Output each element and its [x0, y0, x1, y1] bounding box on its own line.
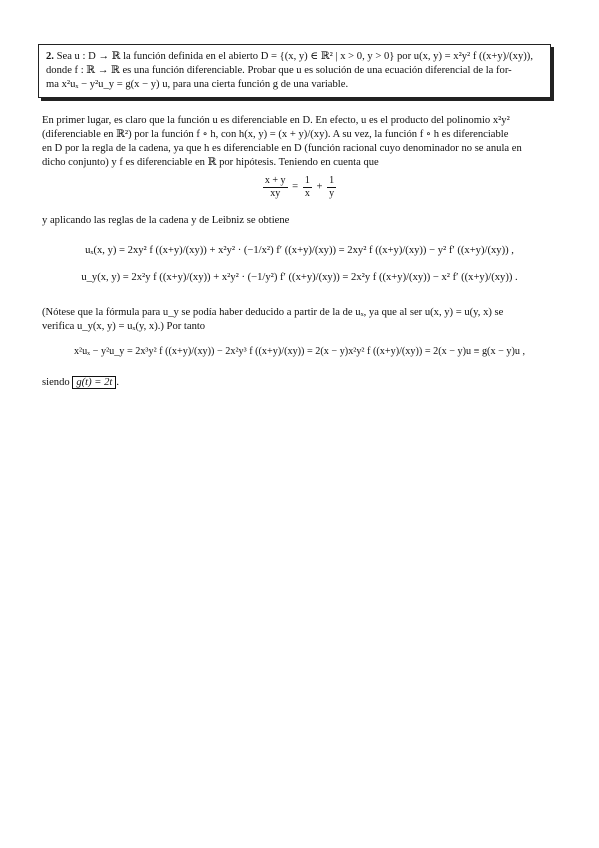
identity-lhs-fraction: $\frac{x + y}{xy}$ — [264, 175, 286, 199]
identity-rhs-fraction-b: $\frac{1}{y}$ — [329, 175, 335, 199]
solution-paragraph-1-line-1: En primer lugar, es claro que la función u es diferenciable en D. En efecto, u es el producto del polinomio x²y² — [42, 115, 510, 126]
problem-line-3: ma x²uₓ − y²u_y = g(x − y) u, para una cierta función g de una variable. — [46, 78, 349, 90]
problem-line-2: donde f : ℝ → ℝ es una función diferenciable. Probar que u es solución de una ecuación diferencial de la for- — [46, 64, 512, 76]
problem-number: 2. — [46, 51, 54, 62]
note-line-2: verifica u_y(x, y) = uₓ(y, x).) Por tanto — [42, 321, 206, 332]
equation-ux: uₓ(x, y) = 2xy² f ((x+y)/(xy)) + x²y² · (−1/x²) f′ ((x+y)/(xy)) = 2xy² f ((x+y)/(xy)) − y² f′ ((x+y)/(xy)) , — [85, 245, 514, 256]
solution-paragraph-2: y aplicando las reglas de la cadena y de Leibniz se obtiene — [42, 215, 290, 226]
problem-statement-box — [38, 44, 551, 98]
equation-uy: u_y(x, y) = 2x²y f ((x+y)/(xy)) + x²y² · (−1/y²) f′ ((x+y)/(xy)) = 2x²y f ((x+y)/(xy)) − x² f′ ((x+y)/(xy)) . — [81, 272, 518, 283]
solution-paragraph-1-line-2: (diferenciable en ℝ²) por la función f ∘ h, con h(x, y) = (x + y)/(xy). A su vez, la función f ∘ h es diferenciable — [42, 129, 509, 140]
identity-equation: $\frac{x + y}{xy}$ = $\frac{1}{x}$ + $\frac{1}{y}$ — [264, 175, 335, 199]
note-line-1: (Nótese que la fórmula para u_y se podía haber deducido a partir de la de uₓ, ya que al ser u(x, y) = u(y, x) se — [42, 307, 504, 318]
solution-paragraph-1-line-3: en D por la regla de la cadena, ya que h es diferenciable en D (función racional cuyo denominador no se anula en — [42, 143, 522, 154]
boxed-answer: g(t) = 2t — [72, 376, 116, 389]
equation-final: x²uₓ − y²u_y = 2x³y² f ((x+y)/(xy)) − 2x²y³ f ((x+y)/(xy)) = 2(x − y)x²y² f ((x+y)/(xy)) = 2(x − y)u ≡ g(x − y)u , — [73, 346, 526, 357]
conclusion: siendo g(t) = 2t . — [42, 377, 119, 388]
problem-line-1: 2. Sea u : D → ℝ la función definida en el abierto D = {(x, y) ∈ ℝ² | x > 0, y > 0} por u(x, y) = x²y² f ((x+y)/(xy)), — [46, 51, 533, 62]
identity-rhs-fraction-a: $\frac{1}{x}$ — [304, 175, 310, 199]
solution-paragraph-1-line-4: dicho conjunto) y f es diferenciable en ℝ por hipótesis. Teniendo en cuenta que — [42, 157, 379, 168]
